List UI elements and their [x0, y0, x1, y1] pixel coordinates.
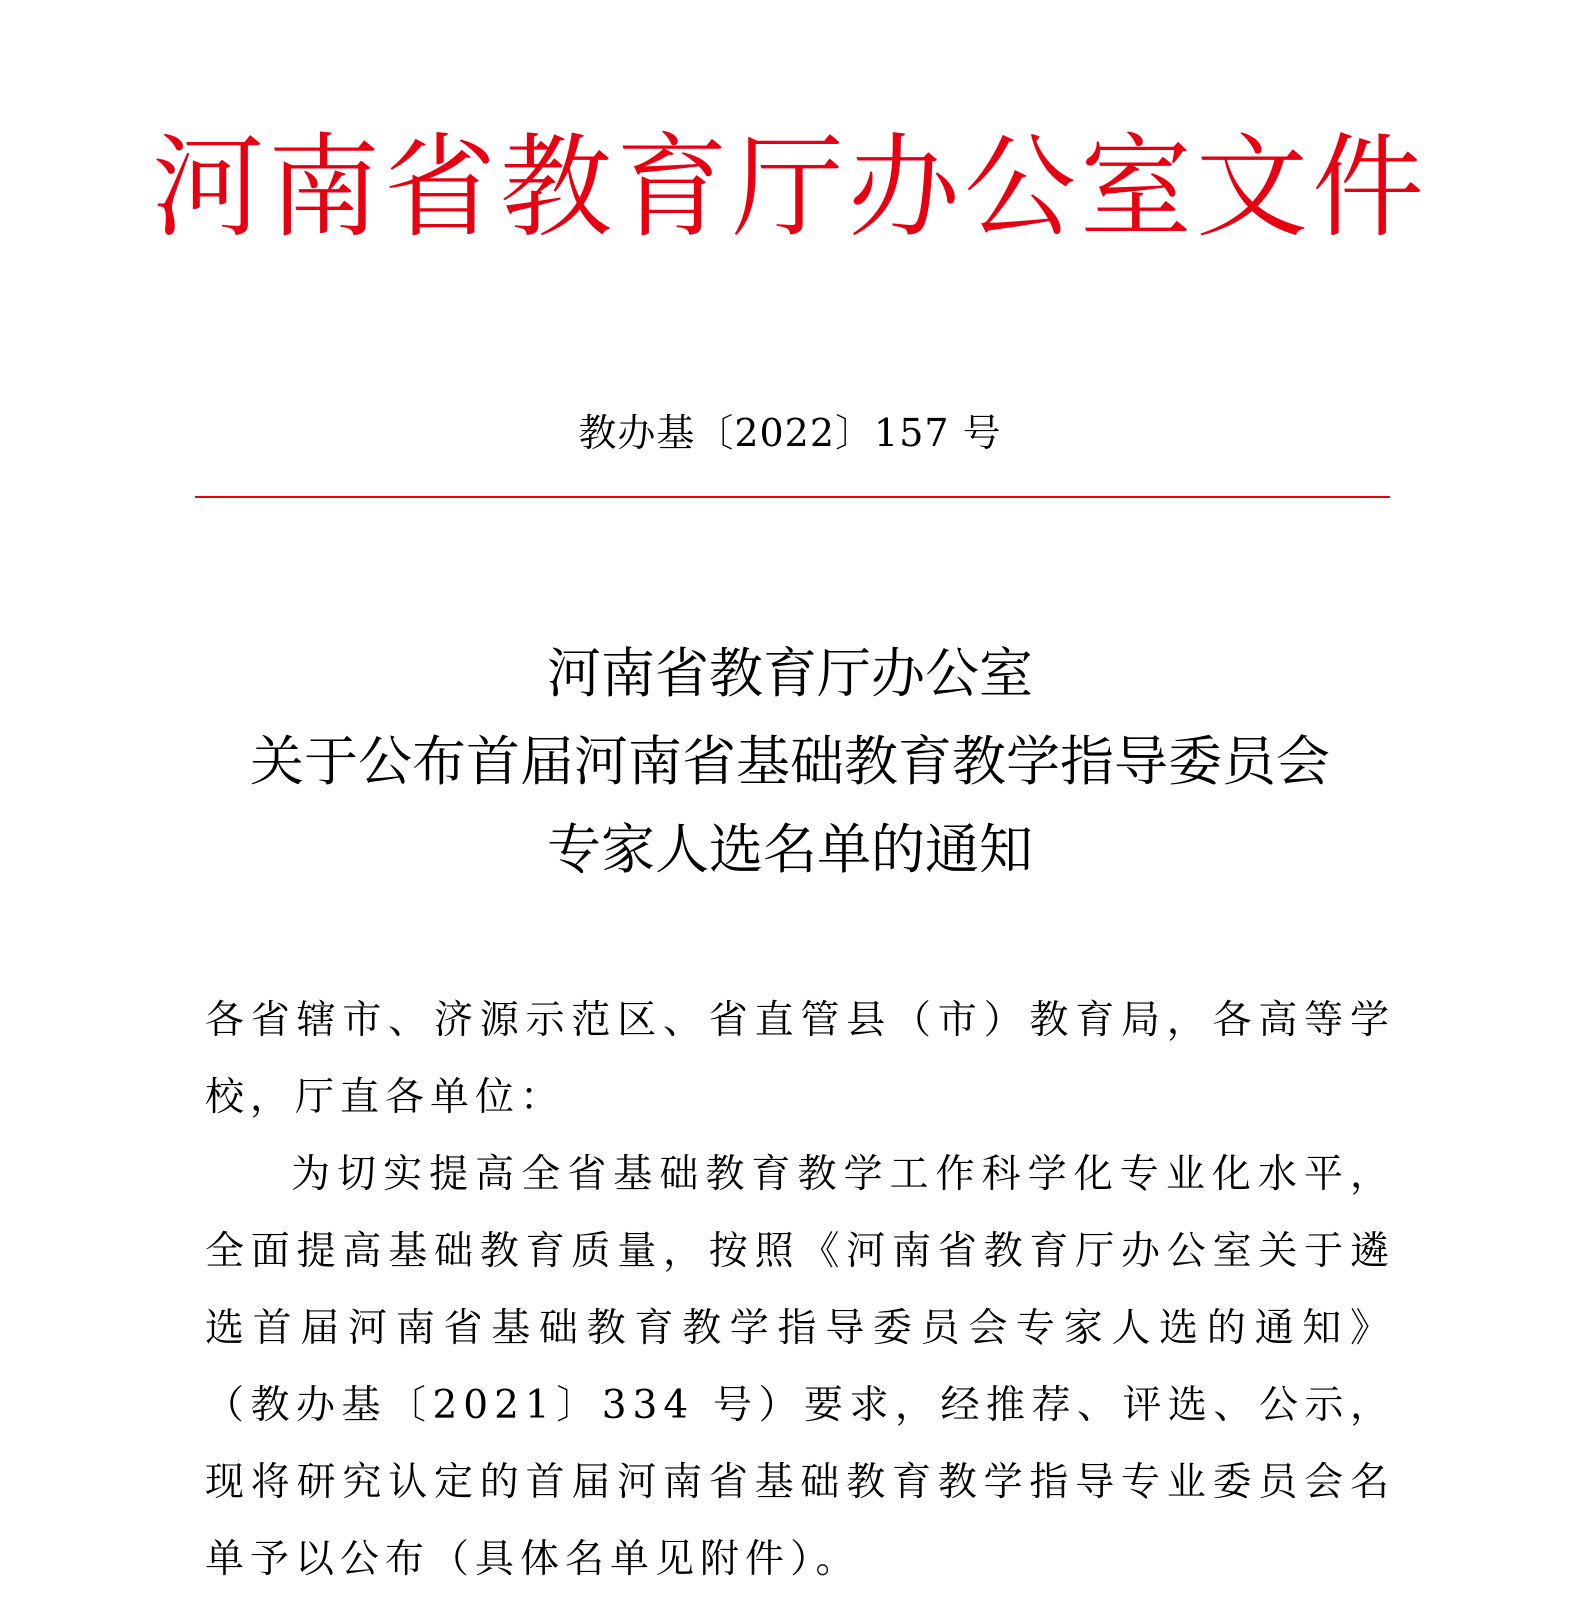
document-number: 教办基〔2022〕157 号: [578, 411, 1002, 455]
notice-title: [150, 630, 1430, 894]
notice-body: [205, 982, 1395, 1598]
notice-title-line-3: 专家人选名单的通知: [547, 818, 1033, 881]
notice-title-line-2: 关于公布首届河南省基础教育教学指导委员会: [250, 730, 1330, 793]
salutation: 各省辖市、济源示范区、省直管县（市）教育局，各高等学校，厅直各单位：: [205, 998, 1395, 1120]
document-masthead: 河南省教育厅办公室文件: [152, 123, 1428, 253]
red-divider-line: [195, 496, 1390, 498]
body-paragraph: 为切实提高全省基础教育教学工作科学化专业化水平，全面提高基础教育质量，按照《河南省教育厅办公室关于遴选首届河南省基础教育教学指导委员会专家人选的通知》（教办基〔2021〕334 号）要求，经推荐、评选、公示，现将研究认定的首届河南省基础教育教学指导专业委员会名单予以公布（具体名单见附件）。: [205, 1152, 1395, 1582]
notice-title-line-1: 河南省教育厅办公室: [547, 642, 1033, 705]
